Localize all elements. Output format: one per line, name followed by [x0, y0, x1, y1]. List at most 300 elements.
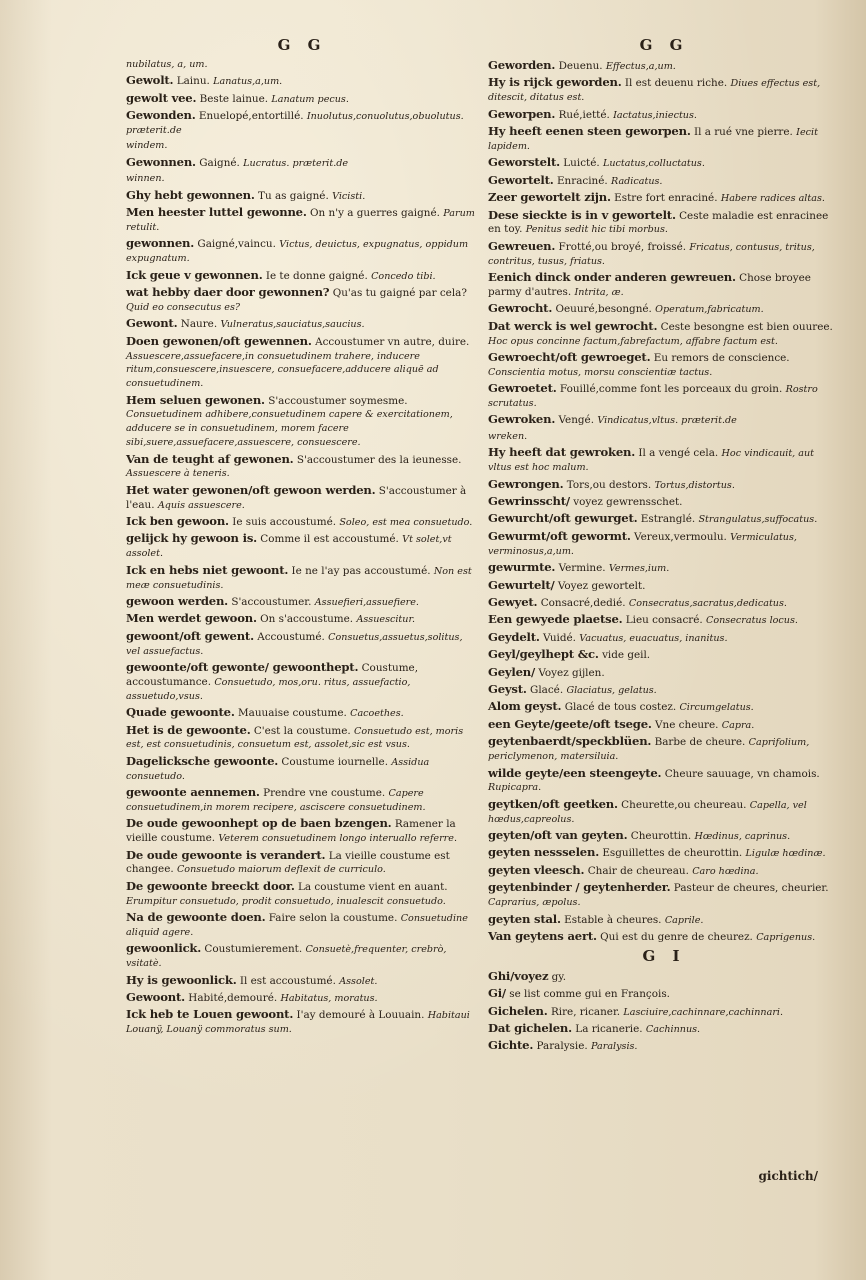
headword: Geyst. — [488, 682, 527, 697]
dictionary-entry — [488, 430, 840, 444]
french-gloss: Faire selon la coustume. — [268, 912, 398, 925]
french-gloss: Ie ne l'ay pas accoustumé. — [291, 564, 431, 577]
dictionary-entry — [488, 929, 840, 945]
french-gloss: Frotté,ou broyé, froissé. — [558, 240, 687, 253]
french-gloss: Gaigné,vaincu. — [197, 238, 276, 251]
dictionary-entry — [488, 173, 840, 189]
french-gloss: Deuenu. — [558, 59, 603, 72]
latin-gloss: Non est meæ consuetudinis. — [126, 565, 472, 591]
french-gloss: Oeuuré,besongné. — [555, 303, 652, 316]
dictionary-entry — [126, 705, 478, 721]
french-gloss: Ceste maladie est enracinee en toy. — [488, 209, 829, 236]
dictionary-entry — [488, 1021, 840, 1037]
latin-gloss: Consecratus,sacratus,dedicatus. — [628, 597, 787, 609]
dictionary-entry — [488, 665, 840, 681]
headword: wat hebby daer door gewonnen? — [126, 285, 330, 300]
latin-gloss: Assidua consuetudo. — [126, 756, 430, 782]
latin-gloss: Vacuatus, euacuatus, inanitus. — [579, 632, 728, 644]
french-gloss: Eu remors de conscience. — [653, 351, 790, 364]
latin-gloss: Effectus,a,um. — [605, 60, 676, 72]
dictionary-entry — [126, 73, 478, 89]
dictionary-entry — [126, 452, 478, 482]
latin-gloss: Fricatus, contusus, tritus, contritus, tusus, friatus. — [488, 241, 815, 267]
latin-gloss: Parum retulit. — [126, 208, 475, 233]
dictionary-entry — [488, 912, 840, 928]
french-gloss: Il est deuenu riche. — [624, 77, 728, 90]
headword: Van geytens aert. — [488, 928, 597, 943]
left-column — [126, 36, 478, 1039]
latin-gloss: Aquis assuescere. — [157, 499, 245, 511]
headword: Gewrinsscht/ — [488, 493, 570, 508]
headword: Zeer gewortelt zijn. — [488, 190, 611, 205]
headword: gewoon werden. — [126, 593, 229, 608]
latin-gloss: wreken. — [488, 430, 528, 442]
latin-gloss: Quid eo consecutus es? — [126, 301, 241, 313]
latin-gloss: Consecratus locus. — [706, 615, 798, 627]
headword: De oude gewoonte is verandert. — [126, 847, 326, 862]
french-gloss: La coustume vient en auant. — [298, 880, 448, 893]
dictionary-entry — [126, 910, 478, 940]
latin-gloss: Luctatus,colluctatus. — [602, 158, 705, 170]
headword: Ick heb te Louen gewoont. — [126, 1007, 294, 1022]
dictionary-entry — [126, 754, 478, 784]
catchword: gichtich/ — [758, 1169, 818, 1183]
french-gloss: Barbe de cheure. — [654, 736, 746, 749]
french-gloss: La vieille coustume est changee. — [126, 849, 450, 876]
headword: Gichte. — [488, 1038, 534, 1053]
dictionary-entry — [126, 58, 478, 72]
headword: geyten nessselen. — [488, 845, 600, 860]
headword: Van de teught af gewonen. — [126, 451, 294, 466]
headword: Gewortelt. — [488, 172, 554, 187]
dictionary-entry — [126, 139, 478, 153]
dictionary-entry — [126, 334, 478, 391]
headword: Gewrongen. — [488, 476, 564, 491]
dictionary-entry — [488, 880, 840, 910]
dictionary-entry — [126, 594, 478, 610]
headword: geyten/oft van geyten. — [488, 828, 628, 843]
french-gloss: Estre fort enraciné. — [614, 192, 718, 205]
french-gloss: C'est la coustume. — [253, 724, 351, 737]
headword: Gewurmt/oft gewormt. — [488, 528, 631, 543]
entry-list — [126, 58, 478, 1037]
dictionary-entry — [488, 969, 840, 985]
dictionary-entry — [488, 494, 840, 510]
dictionary-entry — [488, 445, 840, 475]
latin-gloss: Iactatus,iniectus. — [613, 109, 697, 121]
latin-gloss: Vindicatus,vltus. præterit.de — [597, 415, 737, 427]
latin-gloss: Iecit lapidem. — [488, 127, 818, 152]
latin-gloss: Concedo tibi. — [371, 270, 436, 282]
french-gloss: On n'y a guerres gaigné. — [310, 207, 440, 220]
dictionary-entry — [488, 412, 840, 428]
headword: Ghy hebt gewonnen. — [126, 187, 255, 202]
latin-gloss: Capere consuetudinem,in morem recipere, asciscere consuetudinem. — [126, 788, 426, 813]
french-gloss: Ceste besongne est bien ouuree. — [660, 320, 833, 333]
headword: Gewyet. — [488, 594, 538, 609]
dictionary-entry — [126, 1007, 478, 1037]
french-gloss: Glacé de tous costez. — [564, 701, 677, 714]
headword: geyten stal. — [488, 911, 561, 926]
headword: Gewoont. — [126, 989, 185, 1004]
latin-gloss: Strangulatus,suffocatus. — [698, 514, 818, 526]
latin-gloss: Capra. — [721, 719, 755, 731]
dictionary-entry — [126, 393, 478, 450]
dictionary-entry — [126, 816, 478, 846]
entry-list — [488, 969, 840, 1055]
dictionary-entry — [126, 285, 478, 315]
dictionary-entry — [126, 611, 478, 627]
french-gloss: Voyez gijlen. — [538, 666, 605, 679]
dictionary-entry — [488, 511, 840, 527]
french-gloss: Glacé. — [530, 684, 564, 697]
french-gloss: Tors,ou destors. — [566, 478, 652, 491]
headword: een Geyte/geete/oft tsege. — [488, 716, 652, 731]
french-gloss: I'ay demouré à Louuain. — [296, 1009, 425, 1022]
dictionary-entry — [488, 560, 840, 576]
french-gloss: Rué,ietté. — [558, 108, 610, 121]
headword: Geworden. — [488, 57, 556, 72]
french-gloss: Naure. — [180, 318, 218, 331]
french-gloss: Rire, ricaner. — [550, 1005, 621, 1018]
headword: Eenich dinck onder anderen gewreuen. — [488, 270, 736, 285]
dictionary-entry — [488, 986, 840, 1002]
headword: Dat werck is wel gewrocht. — [488, 318, 658, 333]
headword: Dese sieckte is in v gewortelt. — [488, 207, 676, 222]
french-gloss: Chair de cheureau. — [587, 864, 689, 877]
headword: gewolt vee. — [126, 90, 197, 105]
latin-gloss: Cachinnus. — [645, 1024, 701, 1036]
latin-gloss: Caprigenus. — [756, 931, 816, 943]
dictionary-entry — [488, 863, 840, 879]
french-gloss: S'accoustumer. — [231, 595, 312, 608]
latin-gloss: Consuetudinem adhibere,consuetudinem capere & exercitationem, adducere se in consuetudinem, morem facere sibi,suere,assuefacere,assuescere, consuescere. — [126, 409, 453, 449]
dictionary-entry — [126, 785, 478, 815]
headword: gewurmte. — [488, 560, 556, 575]
latin-gloss: Consuetè,frequenter, crebrò, vsitatè. — [126, 944, 447, 970]
dictionary-entry — [488, 734, 840, 764]
dictionary-entry — [126, 188, 478, 204]
latin-gloss: Rupicapra. — [488, 782, 542, 794]
latin-gloss: Circumgelatus. — [679, 702, 754, 714]
french-gloss: Cheurottin. — [630, 830, 692, 843]
latin-gloss: Habitaui Louanÿ, Louanÿ commoratus sum. — [126, 1010, 470, 1036]
headword: Hy is gewoonlick. — [126, 972, 237, 987]
french-gloss: Enraciné. — [556, 174, 608, 187]
french-gloss: Estranglé. — [640, 513, 696, 526]
latin-gloss: Tortus,distortus. — [654, 479, 735, 491]
french-gloss: Coustume iournelle. — [281, 755, 389, 768]
headword: Doen gewonen/oft gewennen. — [126, 333, 312, 348]
latin-gloss: Lanatus,a,um. — [213, 76, 283, 88]
dictionary-entry — [488, 208, 840, 238]
latin-gloss: Rostro scrutatus. — [488, 384, 818, 410]
headword: geyten vleesch. — [488, 862, 585, 877]
latin-gloss: Habere radices altas. — [720, 193, 825, 205]
dictionary-entry — [126, 879, 478, 909]
headword: Gewurtelt/ — [488, 577, 555, 592]
dictionary-entry — [488, 766, 840, 796]
french-gloss: La ricanerie. — [575, 1023, 643, 1036]
latin-gloss: Diues effectus est, ditescit, ditatus est. — [488, 78, 821, 104]
dictionary-entry — [126, 563, 478, 593]
headword: gelijck hy gewoon is. — [126, 531, 257, 546]
dictionary-entry — [488, 75, 840, 105]
dictionary-entry — [488, 612, 840, 628]
latin-gloss: Victus, deuictus, expugnatus, oppidum expugnatum. — [126, 239, 469, 265]
headword: Geworstelt. — [488, 155, 560, 170]
dictionary-entry — [488, 270, 840, 300]
dictionary-entry — [126, 514, 478, 530]
latin-gloss: Paralysis. — [590, 1041, 638, 1053]
headword: Ick geue v gewonnen. — [126, 267, 263, 282]
headword: Hy is rijck geworden. — [488, 75, 622, 90]
dictionary-entry — [126, 91, 478, 107]
dictionary-entry — [488, 699, 840, 715]
latin-gloss: Assuescere,assuefacere,in consuetudinem trahere, inducere ritum,consuescere,insuescere, consuefacere,adducere aliquē ad consuetudinem. — [126, 350, 439, 390]
dictionary-entry — [488, 578, 840, 594]
latin-gloss: Assuescitur. — [356, 614, 416, 626]
headword: Gewroetet. — [488, 381, 557, 396]
french-gloss: Chose broyee parmy d'autres. — [488, 272, 811, 298]
latin-gloss: Vicisti. — [332, 190, 366, 202]
french-gloss: Paralysie. — [536, 1040, 588, 1053]
dictionary-entry — [488, 595, 840, 611]
french-gloss: Gaigné. — [199, 156, 240, 169]
latin-gloss: Vulneratus,sauciatus,saucius. — [220, 319, 365, 331]
latin-gloss: Assuescere à teneris. — [126, 468, 230, 480]
latin-gloss: Vt solet,vt assolet. — [126, 534, 452, 560]
latin-gloss: Consuetus,assuetus,solitus, vel assuefactus. — [126, 631, 463, 657]
dictionary-entry — [126, 973, 478, 989]
headword: geytenbaerdt/speckblüen. — [488, 734, 652, 749]
french-gloss: Il est accoustumé. — [239, 974, 336, 987]
french-gloss: Coustumierement. — [204, 943, 303, 956]
french-gloss: On s'accoustume. — [260, 613, 354, 626]
section-header: G I — [642, 946, 686, 965]
french-gloss: Vermine. — [558, 562, 606, 575]
headword: Geyl/geylhept &c. — [488, 647, 599, 662]
french-gloss: Luicté. — [563, 157, 600, 170]
french-gloss: Ie te donne gaigné. — [265, 269, 368, 282]
dictionary-entry — [488, 682, 840, 698]
dictionary-entry — [488, 190, 840, 206]
french-gloss: Coustume, accoustumance. — [126, 662, 419, 688]
dictionary-entry — [126, 531, 478, 561]
headword: wilde geyte/een steengeyte. — [488, 765, 662, 780]
latin-gloss: Consuetudo maiorum deflexit de curriculo. — [176, 864, 386, 876]
french-gloss: Vne cheure. — [655, 718, 719, 731]
headword: Gewont. — [126, 316, 178, 331]
latin-gloss: nubilatus, a, um. — [126, 58, 208, 70]
dictionary-entry — [488, 529, 840, 559]
latin-gloss: Veterem consuetudinem longo interuallo referre. — [218, 833, 457, 845]
dictionary-entry — [488, 107, 840, 123]
latin-gloss: Erumpitur consuetudo, prodit consuetudo, inualescit consuetudo. — [126, 895, 446, 907]
french-gloss: Voyez gewortelt. — [557, 579, 646, 592]
latin-gloss: Caprifolium, periclymenon, matersiluia. — [488, 737, 810, 763]
dictionary-entry — [126, 723, 478, 753]
dictionary-entry — [126, 316, 478, 332]
headword: Men heester luttel gewonne. — [126, 205, 307, 220]
headword: Ick en hebs niet gewoont. — [126, 562, 289, 577]
french-gloss: Accoustumer vn autre, duire. — [315, 335, 470, 348]
latin-gloss: Consuetudo est, moris est, est consuetudinis, consuetum est, assolet,sic est vsus. — [126, 725, 464, 751]
dictionary-entry — [488, 124, 840, 154]
latin-gloss: Operatum,fabricatum. — [655, 304, 764, 316]
headword: Ghi/voyez — [488, 968, 549, 983]
dictionary-entry — [488, 477, 840, 493]
french-gloss: Esguillettes de cheurottin. — [602, 847, 743, 860]
dictionary-entry — [126, 205, 478, 235]
french-gloss: Qui est du genre de cheurez. — [600, 930, 753, 943]
dictionary-entry — [126, 629, 478, 659]
headword: Het water gewonen/oft gewoon werden. — [126, 482, 376, 497]
latin-gloss: Caprarius, æpolus. — [488, 897, 581, 909]
latin-gloss: Conscientia motus, morsu conscientiæ tactus. — [488, 366, 713, 378]
headword: geytenbinder / geytenherder. — [488, 880, 671, 895]
latin-gloss: Soleo, est mea consuetudo. — [339, 517, 473, 529]
headword: Gewonden. — [126, 108, 196, 123]
headword: Het is de gewoonte. — [126, 722, 251, 737]
french-gloss: Lainu. — [176, 75, 210, 88]
latin-gloss: winnen. — [126, 173, 165, 185]
dictionary-entry — [488, 845, 840, 861]
headword: Gewurcht/oft gewurget. — [488, 511, 638, 526]
headword: geytken/oft geetken. — [488, 796, 618, 811]
headword: Hy heeft dat gewroken. — [488, 445, 636, 460]
headword: gewoont/oft gewent. — [126, 628, 254, 643]
headword: Hy heeft eenen steen geworpen. — [488, 124, 691, 139]
french-gloss: Qu'as tu gaigné par cela? — [332, 287, 467, 300]
latin-gloss: Consuetudo, mos,oru. ritus, assuefactio, assuetudo,vsus. — [126, 676, 411, 702]
headword: Hem seluen gewonen. — [126, 392, 265, 407]
latin-gloss: Assolet. — [339, 975, 378, 987]
french-gloss: Il a vengé cela. — [638, 447, 719, 460]
latin-gloss: Habitatus, moratus. — [280, 992, 378, 1004]
latin-gloss: Cacoethes. — [350, 708, 404, 720]
dictionary-entry — [126, 848, 478, 878]
headword: Gewrocht. — [488, 301, 553, 316]
french-gloss: Tu as gaigné. — [258, 189, 329, 202]
french-gloss: Mauuaise coustume. — [238, 707, 347, 720]
headword: Een gewyede plaetse. — [488, 612, 623, 627]
headword: Na de gewoonte doen. — [126, 910, 266, 925]
french-gloss: Prendre vne coustume. — [263, 787, 386, 800]
dictionary-entry — [126, 483, 478, 513]
dictionary-entry — [488, 717, 840, 733]
latin-gloss: Radicatus. — [611, 175, 663, 187]
latin-gloss: Hœdinus, caprinus. — [694, 831, 791, 843]
latin-gloss: Penitus sedit hic tibi morbus. — [525, 224, 668, 236]
headword: Men werdet gewoon. — [126, 611, 257, 626]
french-gloss: Lieu consacré. — [625, 614, 703, 627]
headword: gewoonte/oft gewonte/ gewoonthept. — [126, 660, 359, 675]
latin-gloss: Glaciatus, gelatus. — [566, 685, 657, 697]
french-gloss: Enuelopé,entortillé. — [198, 110, 304, 123]
latin-gloss: windem. — [126, 140, 168, 152]
dictionary-entry — [488, 350, 840, 380]
column-header: G G — [277, 36, 327, 54]
headword: Gewreuen. — [488, 238, 556, 253]
dictionary-entry — [126, 108, 478, 138]
latin-gloss: Lucratus. præterit.de — [243, 157, 349, 169]
headword: Dagelicksche gewoonte. — [126, 753, 279, 768]
french-gloss: Cheure sauuage, vn chamois. — [664, 767, 820, 780]
headword: Quade gewoonte. — [126, 705, 235, 720]
headword: Gewonnen. — [126, 154, 196, 169]
headword: Ick ben gewoon. — [126, 514, 229, 529]
dictionary-entry — [488, 797, 840, 827]
french-gloss: Comme il est accoustumé. — [260, 533, 399, 546]
latin-gloss: Lasciuire,cachinnare,cachinnari. — [623, 1006, 784, 1018]
latin-gloss: Vermes,ium. — [608, 563, 670, 575]
french-gloss: gy. — [551, 970, 567, 983]
latin-gloss: Consuetudine aliquid agere. — [126, 913, 468, 938]
dictionary-entry — [488, 319, 840, 349]
dictionary-entry — [126, 236, 478, 266]
headword: Gi/ — [488, 986, 506, 1001]
dictionary-entry — [126, 660, 478, 703]
french-gloss: S'accoustumer des la ieunesse. — [296, 453, 462, 466]
headword: Geworpen. — [488, 106, 556, 121]
headword: De oude gewoonhept op de baen bzengen. — [126, 816, 392, 831]
dictionary-entry — [488, 647, 840, 663]
latin-gloss: Hoc vindicauit, aut vltus est hoc malum. — [488, 448, 815, 474]
french-gloss: Beste lainue. — [199, 92, 269, 105]
french-gloss: Cheurette,ou cheureau. — [621, 798, 747, 811]
french-gloss: S'accoustumer à l'eau. — [126, 484, 467, 511]
headword: Geydelt. — [488, 629, 540, 644]
french-gloss: Consacré,dedié. — [540, 596, 626, 609]
dictionary-entry — [488, 828, 840, 844]
latin-gloss: Vermiculatus, verminosus,a,um. — [488, 531, 797, 557]
latin-gloss: Lanatum pecus. — [271, 93, 349, 105]
dictionary-entry — [488, 58, 840, 74]
headword: Gewroecht/oft gewroeget. — [488, 349, 651, 364]
french-gloss: Pasteur de cheures, cheurier. — [673, 882, 829, 895]
headword: Dat gichelen. — [488, 1021, 572, 1036]
french-gloss: Accoustumé. — [257, 630, 325, 643]
latin-gloss: Assuefieri,assuefiere. — [314, 596, 419, 608]
latin-gloss: Caprile. — [664, 914, 704, 926]
dictionary-entry — [126, 172, 478, 186]
headword: gewonnen. — [126, 236, 195, 251]
french-gloss: Vereux,vermoulu. — [634, 530, 727, 543]
french-gloss: Vengé. — [558, 414, 594, 427]
dictionary-entry — [488, 239, 840, 269]
latin-gloss: Ligulæ hœdinæ. — [745, 848, 826, 860]
french-gloss: vide geil. — [602, 649, 651, 662]
headword: Geylen/ — [488, 664, 536, 679]
dictionary-entry — [488, 155, 840, 171]
french-gloss: Fouillé,comme font les porceaux du groin. — [559, 383, 783, 396]
headword: gewoonlick. — [126, 941, 202, 956]
headword: Gichelen. — [488, 1003, 548, 1018]
column-header: G G — [639, 36, 689, 54]
french-gloss: Il a rué vne pierre. — [693, 126, 793, 139]
latin-gloss: Intrita, æ. — [574, 286, 624, 298]
dictionary-entry — [488, 301, 840, 317]
french-gloss: se list comme gui en François. — [509, 988, 670, 1001]
latin-gloss: Hoc opus concinne factum,fabrefactum, affabre factum est. — [488, 335, 778, 347]
latin-gloss: Inuolutus,conuolutus,obuolutus. præterit.de — [126, 111, 464, 137]
french-gloss: Ramener la vieille coustume. — [126, 818, 456, 845]
headword: Gewolt. — [126, 73, 174, 88]
french-gloss: Ie suis accoustumé. — [232, 516, 337, 529]
headword: gewoonte aennemen. — [126, 785, 260, 800]
dictionary-entry — [126, 155, 478, 171]
